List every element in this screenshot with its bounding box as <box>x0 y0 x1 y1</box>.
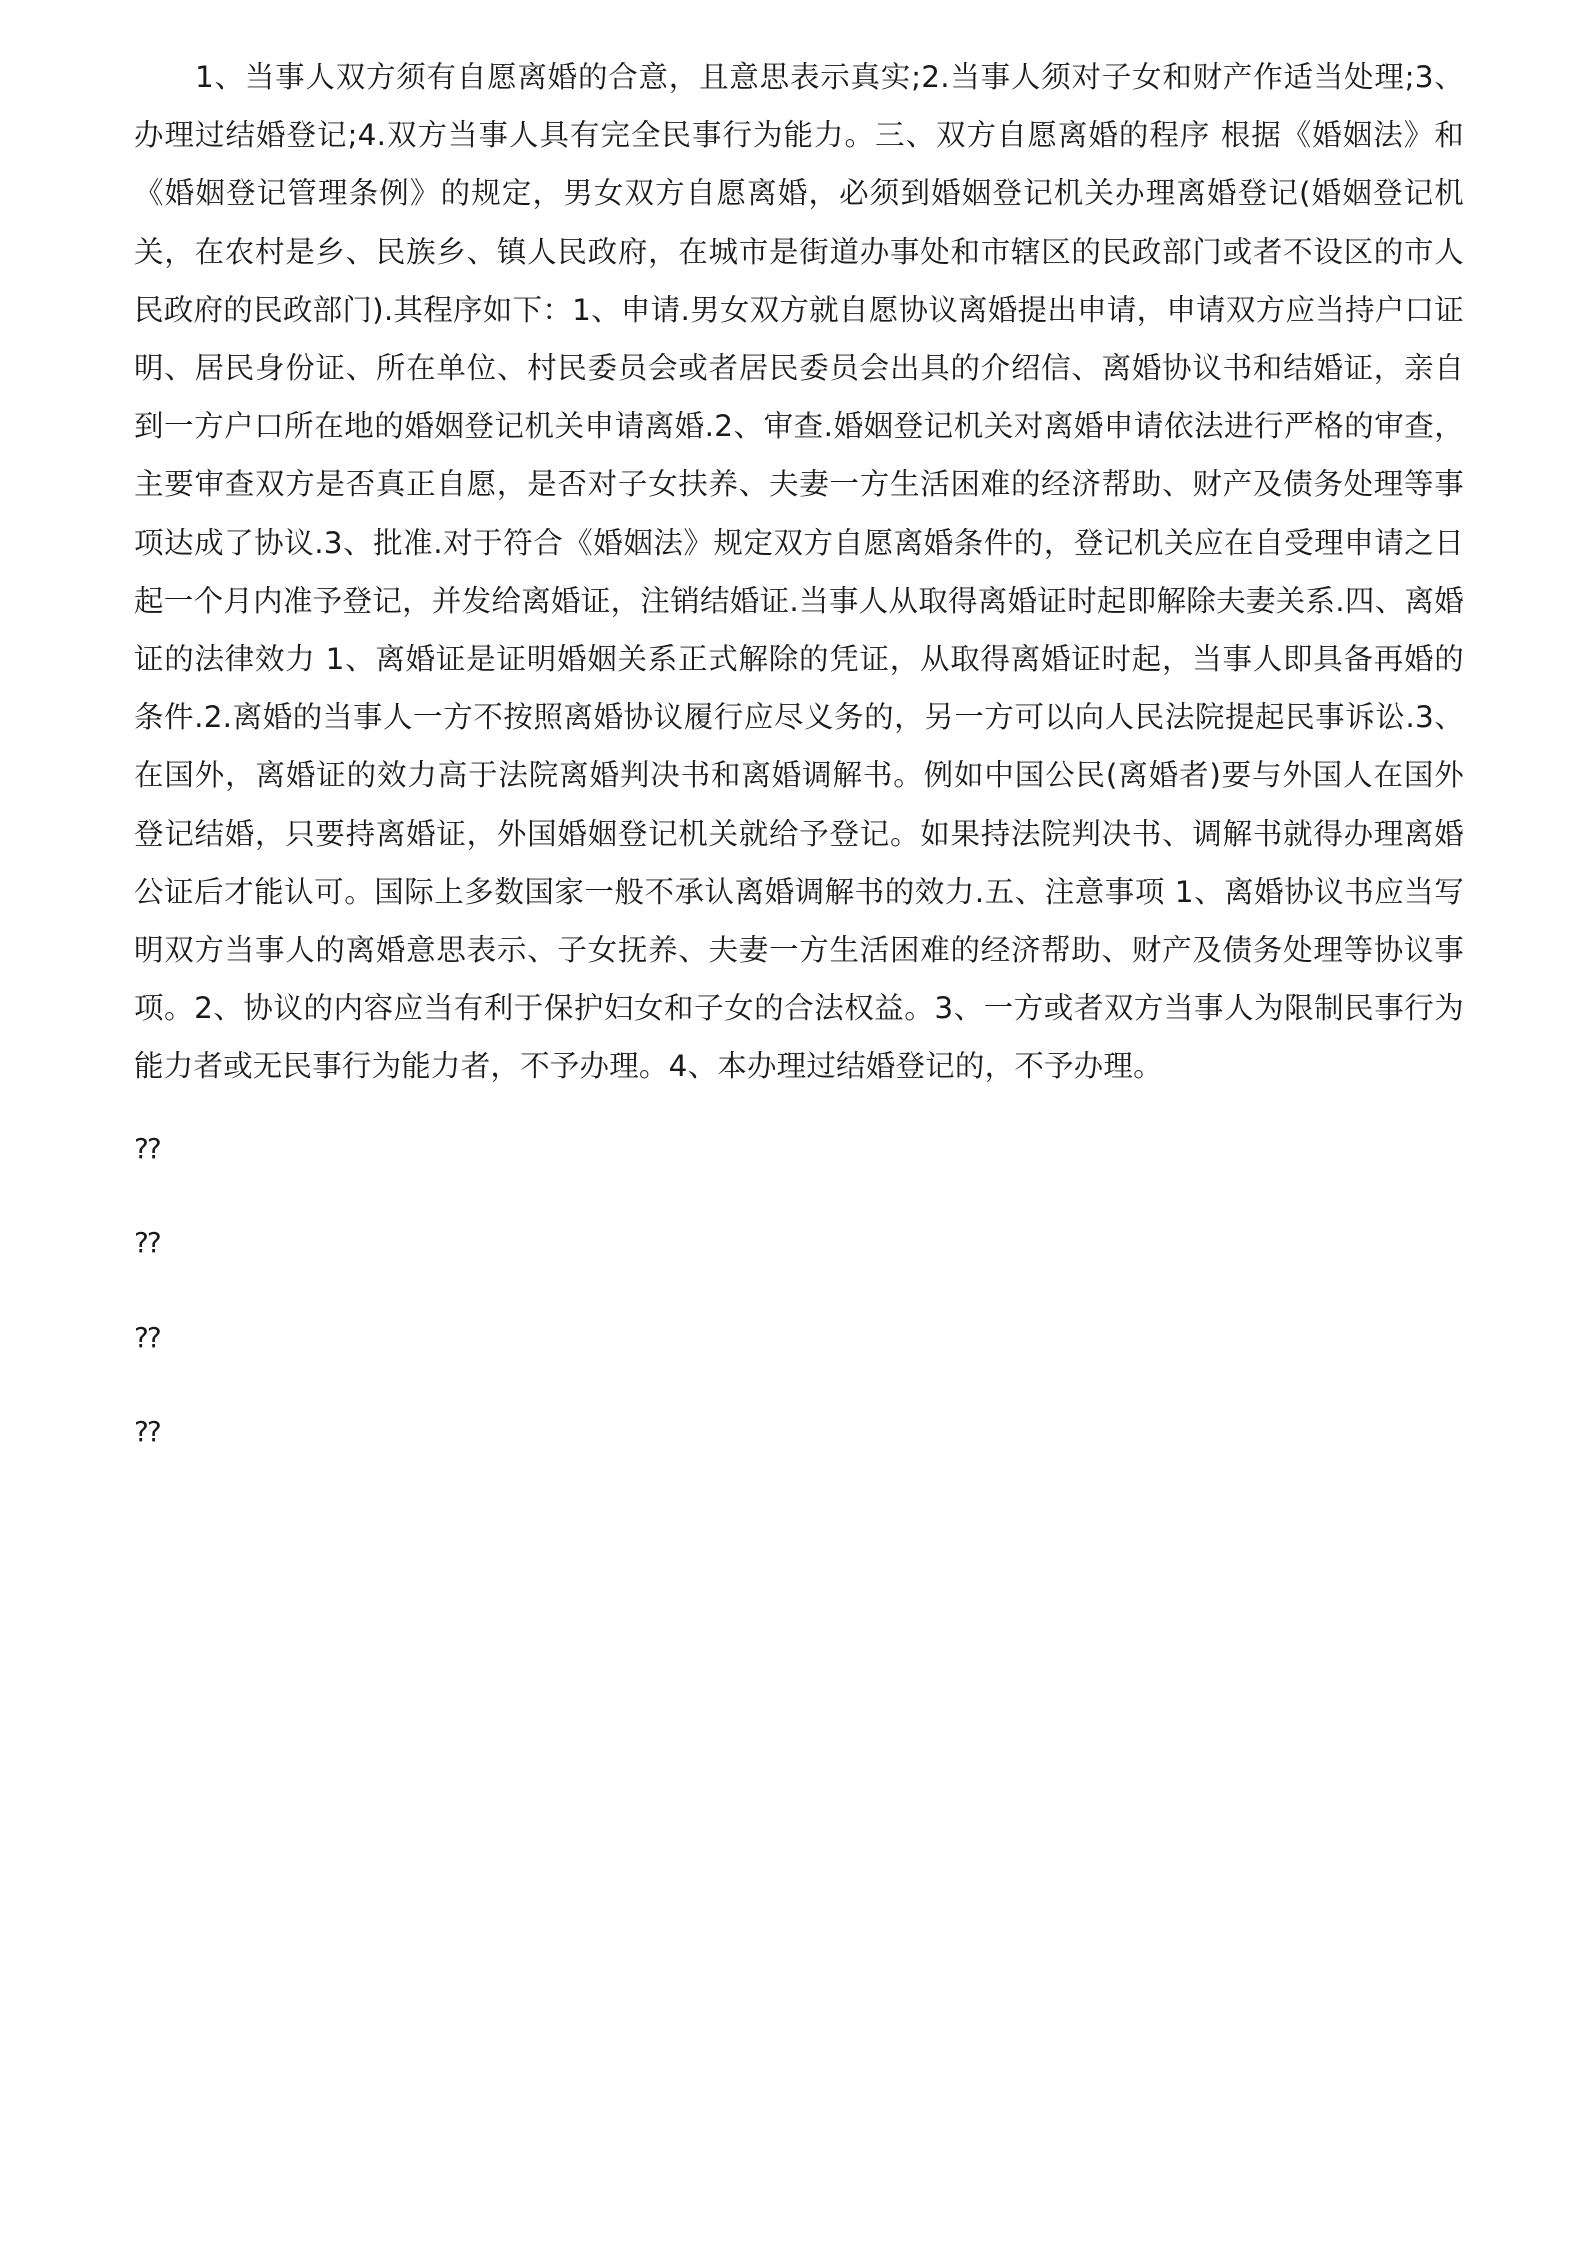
question-mark-list <box>134 1102 1464 1480</box>
question-mark-line: ?? <box>134 1131 160 1165</box>
question-mark-line: ?? <box>134 1226 160 1260</box>
main-paragraph: 1、当事人双方须有自愿离婚的合意，且意思表示真实;2.当事人须对子女和财产作适当处理;3、办理过结婚登记;4.双方当事人具有完全民事行为能力。三、双方自愿离婚的程序 根据《婚姻法》和《婚姻登记管理条例》的规定，男女双方自愿离婚，必须到婚姻登记机关办理离婚登记(婚姻登记机关，在农村是乡、民族乡、镇人民政府，在城市是街道办事处和市辖区的民政部门或者不设区的市人民政府的民政部门).其程序如下：1、申请.男女双方就自愿协议离婚提出申请，申请双方应当持户口证明、居民身份证、所在单位、村民委员会或者居民委员会出具的介绍信、离婚协议书和结婚证，亲自到一方户口所在地的婚姻登记机关申请离婚.2、审查.婚姻登记机关对离婚申请依法进行严格的审查，主要审查双方是否真正自愿，是否对子女扶养、夫妻一方生活困难的经济帮助、财产及债务处理等事项达成了协议.3、批准.对于符合《婚姻法》规定双方自愿离婚条件的，登记机关应在自受理申请之日起一个月内准予登记，并发给离婚证，注销结婚证.当事人从取得离婚证时起即解除夫妻关系.四、离婚证的法律效力 1、离婚证是证明婚姻关系正式解除的凭证，从取得离婚证时起，当事人即具备再婚的条件.2.离婚的当事人一方不按照离婚协议履行应尽义务的，另一方可以向人民法院提起民事诉讼.3、在国外，离婚证的效力高于法院离婚判决书和离婚调解书。例如中国公民(离婚者)要与外国人在国外登记结婚，只要持离婚证，外国婚姻登记机关就给予登记。如果持法院判决书、调解书就得办理离婚公证后才能认可。国际上多数国家一般不承认离婚调解书的效力.五、注意事项 1、离婚协议书应当写明双方当事人的离婚意思表示、子女抚养、夫妻一方生活困难的经济帮助、财产及债务处理等协议事项。2、协议的内容应当有利于保护妇女和子女的合法权益。3、一方或者双方当事人为限制民事行为能力者或无民事行为能力者，不予办理。4、本办理过结婚登记的，不予办理。 <box>134 60 1464 1084</box>
question-mark-line: ?? <box>134 1320 160 1354</box>
document-body <box>134 48 1464 1480</box>
question-mark-line: ?? <box>134 1415 160 1449</box>
